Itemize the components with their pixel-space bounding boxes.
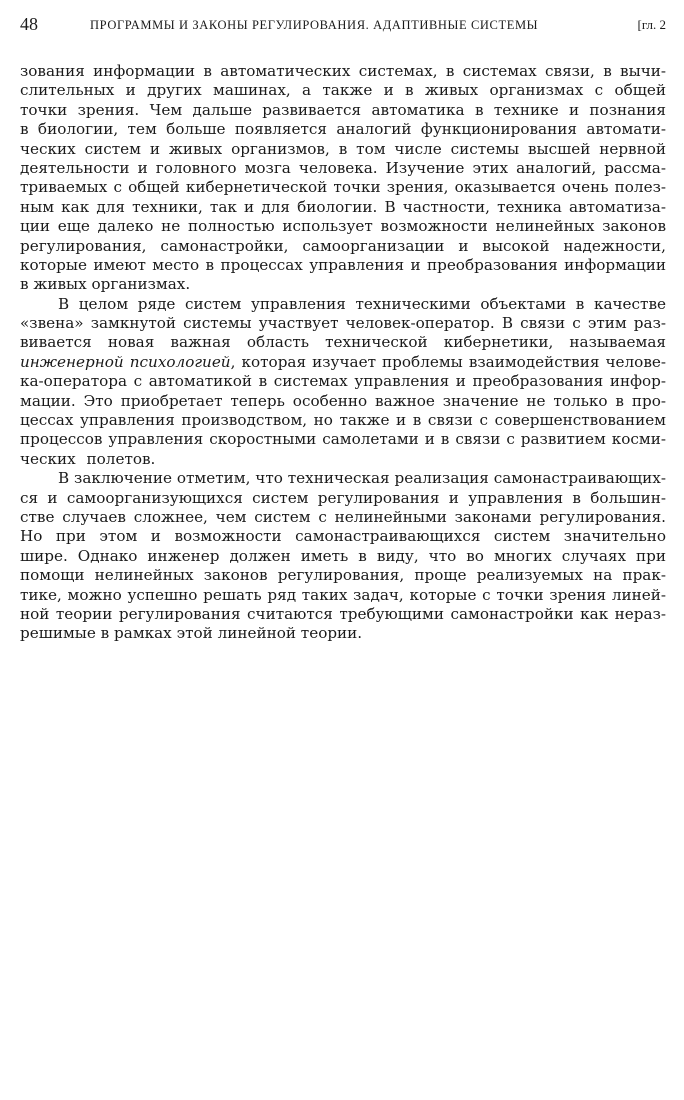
text-line: ным как для техники, так и для биологии. В частности, техника автоматиза- <box>20 197 666 216</box>
page-header <box>20 14 666 34</box>
paragraph-3 <box>20 469 666 644</box>
text-line: точки зрения. Чем дальше развивается автоматика в технике и познания <box>20 100 666 119</box>
text-line: В заключение отметим, что техническая реализация самонастраивающих- <box>58 469 666 488</box>
paragraph-1 <box>20 62 666 295</box>
text-line: ка-оператора с автоматикой в системах управления и преобразования инфор- <box>20 372 666 391</box>
italic-term: инженерной психологией <box>20 352 231 371</box>
text-line: регулирования, самонастройки, самоорганизации и высокой надежности, <box>20 236 666 255</box>
text-fragment: , которая изучает проблемы взаимодействия челове- <box>230 352 666 371</box>
text-line: стве случаев сложнее, чем систем с нелинейными законами регулирования. <box>20 507 666 526</box>
text-line: вивается новая важная область технической кибернетики, называемая <box>20 333 666 352</box>
text-line: «звена» замкнутой системы участвует человек-оператор. В связи с этим раз- <box>20 314 666 333</box>
text-line: ся и самоорганизующихся систем регулирования и управления в большин- <box>20 488 666 507</box>
page-number: 48 <box>20 14 38 34</box>
text-line: слительных и других машинах, а также и в живых организмах с общей <box>20 81 666 100</box>
paragraph-2 <box>20 295 666 470</box>
text-line: тике, можно успешно решать ряд таких задач, которые с точки зрения линей- <box>20 585 666 604</box>
text-line: деятельности и головного мозга человека. Изучение этих аналогий, рассма- <box>20 158 666 177</box>
text-line: процессов управления скоростными самолетами и в связи с развитием косми- <box>20 430 666 449</box>
text-line: Но при этом и возможности самонастраивающихся систем значительно <box>20 527 666 546</box>
text-line: зования информации в автоматических системах, в системах связи, в вычи- <box>20 62 666 80</box>
text-line: цессах управления производством, но также и в связи с совершенствованием <box>20 411 666 430</box>
text-line: в биологии, тем больше появляется аналогий функционирования автомати- <box>20 120 666 139</box>
text-line-with-italic <box>20 353 666 372</box>
chapter-reference: [гл. 2 <box>637 17 666 32</box>
text-line: ной теории регулирования считаются требующими самонастройки как нераз- <box>20 604 666 623</box>
text-line: шире. Однако инженер должен иметь в виду, что во многих случаях при <box>20 546 666 565</box>
text-line: мации. Это приобретает теперь особенно важное значение не только в про- <box>20 391 666 410</box>
text-line: которые имеют место в процессах управления и преобразования информации <box>20 255 666 274</box>
text-line: ции еще далеко не полностью использует возможности нелинейных законов <box>20 217 666 236</box>
text-line: решимые в рамках этой линейной теории. <box>20 624 363 643</box>
text-line: В целом ряде систем управления техническими объектами в качестве <box>58 294 666 313</box>
text-line: ческих полетов. <box>20 449 156 468</box>
text-line: помощи нелинейных законов регулирования, проще реализуемых на прак- <box>20 566 666 585</box>
running-title: ПРОГРАММЫ И ЗАКОНЫ РЕГУЛИРОВАНИЯ. АДАПТИВНЫЕ СИСТЕМЫ <box>90 18 539 32</box>
text-line: в живых организмах. <box>20 275 191 294</box>
text-line: триваемых с общей кибернетической точки зрения, оказывается очень полез- <box>20 178 666 197</box>
body-text <box>20 62 666 644</box>
text-line: ческих систем и живых организмов, в том числе системы высшей нервной <box>20 139 666 158</box>
